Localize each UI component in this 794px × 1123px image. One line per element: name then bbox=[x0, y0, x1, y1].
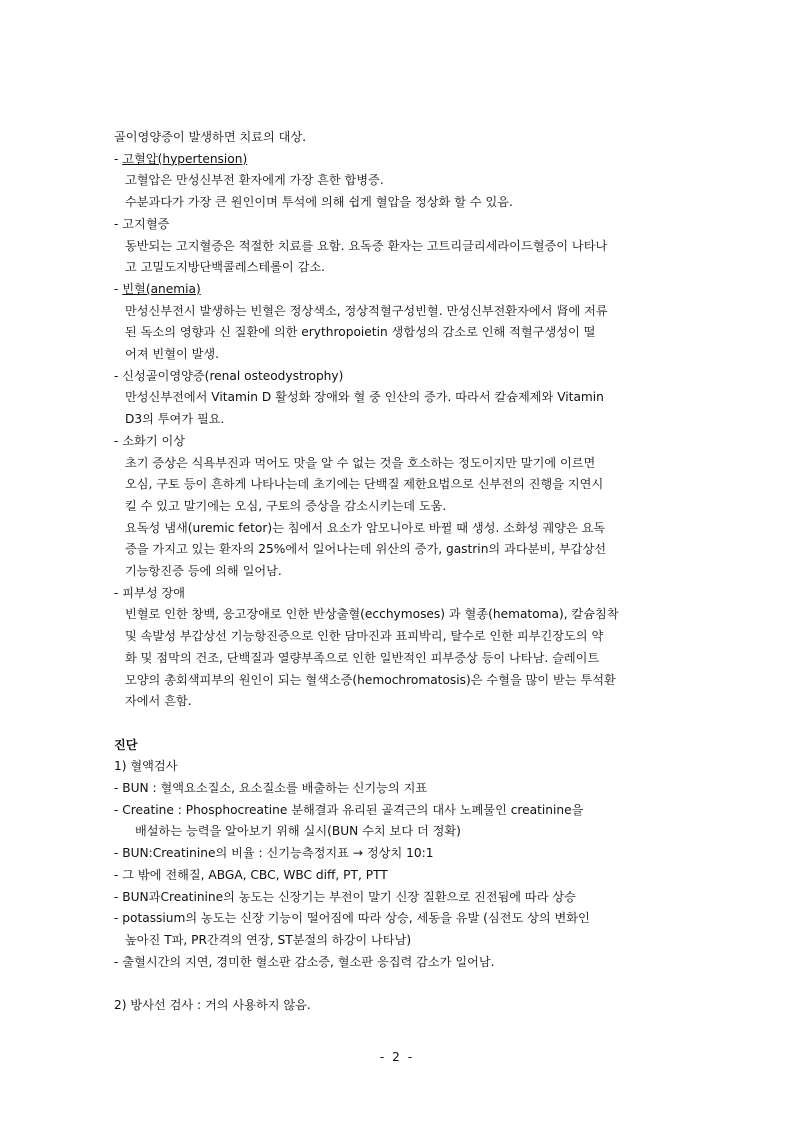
section-title-renal-osteodystrophy: - 신성골이영양증(renal osteodystrophy) bbox=[114, 368, 344, 383]
section-title-skin: - 피부성 장애 bbox=[114, 585, 186, 600]
text-line: 요독성 냄새(uremic fetor)는 침에서 요소가 암모니아로 바뀔 때 생성. 소화성 궤양은 요독 bbox=[125, 520, 606, 535]
list-item: - 출혈시간의 지연, 경미한 혈소판 감소증, 혈소판 응집력 감소가 일어남. bbox=[114, 954, 495, 969]
text-line: 동반되는 고지혈증은 적절한 치료를 요함. 요독증 환자는 고트리글리세라이드혈증이 나타나 bbox=[125, 238, 608, 253]
text-line: 수분과다가 가장 큰 원인이며 투석에 의해 쉽게 혈압을 정상화 할 수 있음. bbox=[125, 195, 513, 210]
text-line: 모양의 총회색피부의 원인이 되는 혈색소증(hemochromatosis)은 수혈을 많이 받는 투석환 bbox=[125, 672, 616, 687]
text-line: 기능항진증 등에 의해 일어남. bbox=[125, 564, 282, 579]
text-line: 오심, 구토 등이 흔하게 나타나는데 초기에는 단백질 제한요법으로 신부전의 진행을 지연시 bbox=[125, 477, 604, 492]
list-item: - BUN:Creatinine의 비율 : 신기능측정지표 → 정상치 10:1 bbox=[114, 846, 434, 861]
bullet-dash: - bbox=[114, 281, 123, 296]
text-line: 고 고밀도지방단백콜레스테롤이 감소. bbox=[125, 260, 325, 275]
text-line: 만성신부전시 발생하는 빈혈은 정상색소, 정상적혈구성빈혈. 만성신부전환자에서 肾에 저류 bbox=[125, 303, 608, 318]
subheading-radiology: 2) 방사선 검사 : 거의 사용하지 않음. bbox=[114, 998, 311, 1013]
bullet-dash: - bbox=[114, 151, 123, 166]
subheading-blood-test: 1) 혈액검사 bbox=[114, 759, 178, 774]
section-title-digestive: - 소화기 이상 bbox=[114, 433, 186, 448]
list-item: - 그 밖에 전해질, ABGA, CBC, WBC diff, PT, PTT bbox=[114, 867, 388, 882]
page-number: - 2 - bbox=[379, 1050, 415, 1064]
text-line: 된 독소의 영향과 신 질환에 의한 erythropoietin 생합성의 감소로 인해 적혈구생성이 떨 bbox=[125, 325, 596, 340]
text-line: 초기 증상은 식욕부진과 먹어도 맛을 알 수 없는 것을 호소하는 정도이지만 말기에 이르면 bbox=[125, 455, 596, 470]
text-line: 배설하는 능력을 알아보기 위해 실시(BUN 수치 보다 더 정확) bbox=[135, 824, 461, 839]
spacer bbox=[114, 713, 682, 735]
text-line: 어져 빈혈이 발생. bbox=[125, 347, 220, 362]
text-line: 골이영양증이 발생하면 치료의 대상. bbox=[114, 130, 307, 144]
list-item: - BUN : 혈액요소질소, 요소질소를 배출하는 신기능의 지표 bbox=[114, 781, 428, 796]
text-line: 만성신부전에서 Vitamin D 활성화 장애와 혈 중 인산의 증가. 따라서 칼슘제제와 Vitamin bbox=[125, 390, 604, 405]
section-title-anemia: 빈혈(anemia) bbox=[122, 281, 201, 296]
text-line: 고혈압은 만성신부전 환자에게 가장 흔한 합병증. bbox=[125, 173, 384, 188]
text-line: 빈혈로 인한 창백, 응고장애로 인한 반상출혈(ecchymoses) 과 혈종(hematoma), 칼슘침착 bbox=[125, 607, 619, 622]
text-line: 증을 가지고 있는 환자의 25%에서 일어나는데 위산의 증가, gastrin의 과다분비, 부갑상선 bbox=[125, 542, 606, 557]
section-title-hypertension: 고혈압(hypertension) bbox=[122, 151, 248, 166]
text-line: D3의 투여가 필요. bbox=[125, 412, 225, 427]
list-item-hypertension bbox=[114, 149, 682, 171]
list-item: - BUN과Creatinine의 농도는 신장기는 부전이 말기 신장 질환으로 진전됨에 따라 상승 bbox=[114, 889, 576, 904]
spacer bbox=[114, 973, 682, 995]
text-line: 및 속발성 부갑상선 기능항진증으로 인한 담마진과 표피박리, 탈수로 인한 피부긴장도의 약 bbox=[125, 629, 604, 644]
text-line: 킬 수 있고 말기에는 오심, 구토의 증상을 감소시키는데 도움. bbox=[125, 498, 447, 513]
section-title-hyperlipidemia: - 고지혈증 bbox=[114, 216, 170, 231]
list-item-anemia bbox=[114, 279, 682, 301]
list-item: - potassium의 농도는 신장 기능이 떨어짐에 따라 상승, 세동을 유발 (심전도 상의 변화인 bbox=[114, 911, 590, 926]
heading-diagnosis: 진단 bbox=[114, 737, 138, 752]
list-item: - Creatine : Phosphocreatine 분해결과 유리된 골격근의 대사 노폐물인 creatinine을 bbox=[114, 802, 584, 817]
text-line: 높아진 T파, PR간격의 연장, ST분절의 하강이 나타남) bbox=[125, 933, 412, 947]
text-line: 화 및 점막의 건조, 단백질과 열량부족으로 인한 일반적인 피부증상 등이 나타남. 슬레이트 bbox=[125, 650, 600, 665]
text-line: 자에서 흔함. bbox=[125, 694, 192, 709]
document-body bbox=[114, 127, 682, 1017]
